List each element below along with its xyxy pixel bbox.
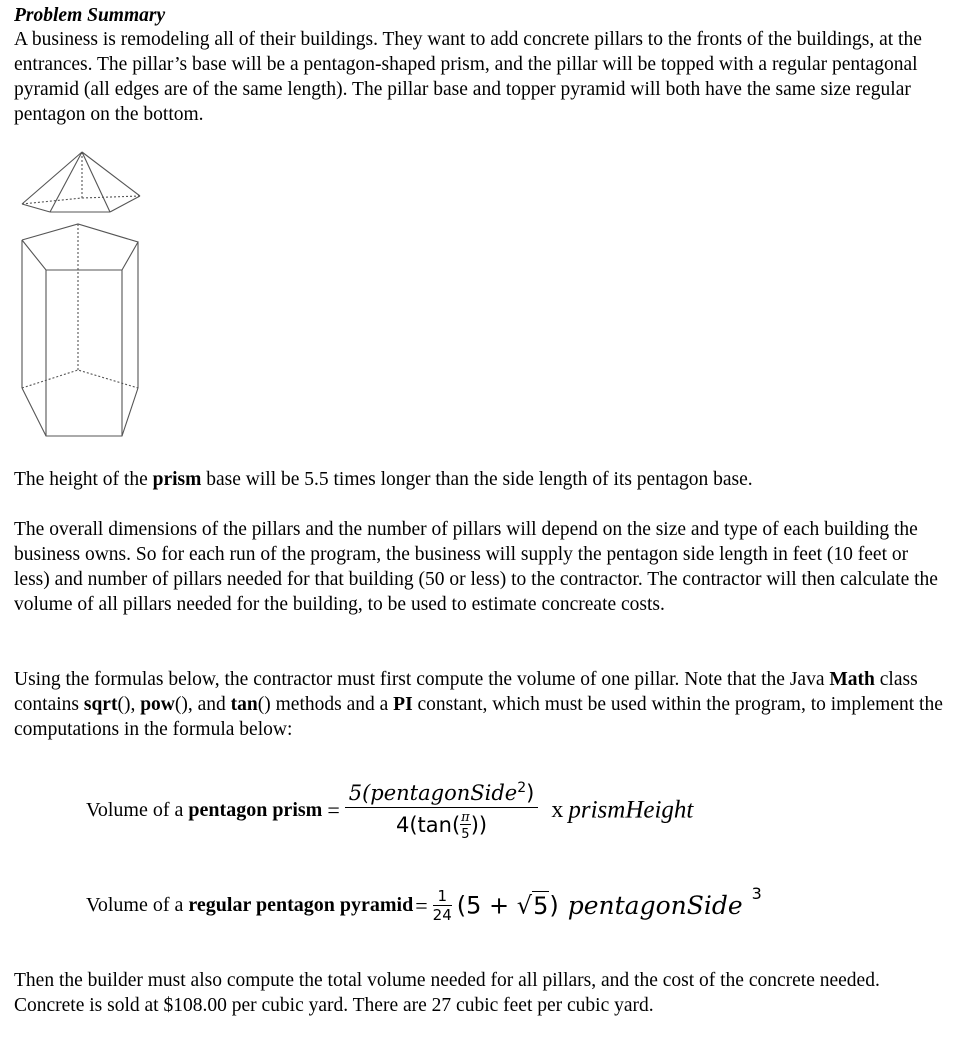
dimensions-paragraph: The overall dimensions of the pillars and the number of pillars will depend on the size and type of each building the business owns. So for each run of the program, the business will supply the pentagon side length in feet (10 feet or less) and number of pillars needed for that building (50 or less) to the contractor. The contractor will then calculate the volume of all pillars needed for the building, to be used to estimate concreate costs. — [14, 519, 938, 615]
prism-volume-formula: Volume of a pentagon prism = 5(pentagonSide$^2$) 4(tan( $\frac{\pi}{5}$ )) x prismHeight — [86, 780, 694, 842]
pyramid-topper — [22, 152, 140, 212]
prism-height-paragraph: The height of the prism base will be 5.5 times longer than the side length of its pentagon base. — [14, 469, 753, 490]
pillar-diagram — [18, 148, 144, 440]
prism-fraction: 5(pentagonSide$^2$) 4(tan( $\frac{\pi}{5}$ )) — [345, 780, 539, 841]
problem-summary-heading: Problem Summary — [14, 5, 166, 26]
intro-paragraph: A business is remodeling all of their buildings. They want to add concrete pillars to the fronts of the buildings, at the entrances. The pillar’s base will be a pentagon-shaped prism, and the pillar will be topped with a regular pentagonal pyramid (all edges are of the same length). The pillar base and topper pyramid will both have the same size regular pentagon on the bottom. — [14, 29, 922, 125]
formulas-paragraph: Using the formulas below, the contractor must first compute the volume of one pillar. Note that the Java Math class contains sqrt(), pow(), and tan() methods and a PI constant, which must be used within the program, to implement the computations in the formula below: — [14, 669, 943, 740]
one-over-24-fraction: $\frac{1}{24}$ — [432, 887, 452, 924]
prism-bold: prism — [152, 469, 202, 490]
document-page — [14, 4, 944, 127]
prism-base — [22, 224, 138, 436]
builder-paragraph: Then the builder must also compute the total volume needed for all pillars, and the cost of the concrete needed. Concrete is sold at $108.00 per cubic yard. There are 27 cubic feet per cubic yard. — [14, 970, 880, 1016]
pyramid-volume-formula: Volume of a regular pentagon pyramid= $\frac{1}{24}$ (5 + √5) pentagonSide $^3$ — [86, 884, 762, 924]
